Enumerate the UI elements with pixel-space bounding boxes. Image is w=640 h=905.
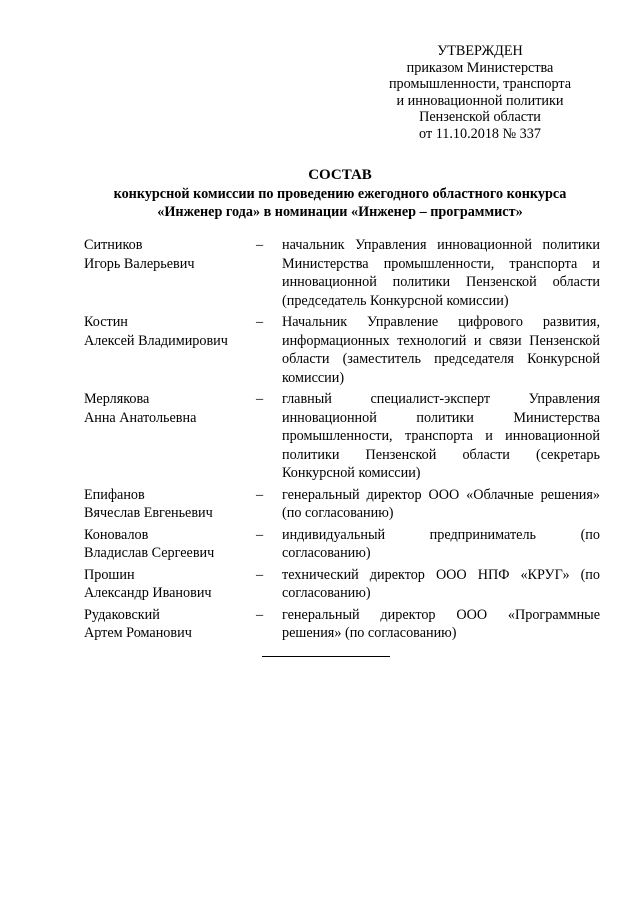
member-given-name: Владислав Сергеевич	[84, 545, 215, 561]
dash-separator: –	[256, 606, 264, 623]
member-surname: Ситников	[84, 237, 143, 253]
member-row	[84, 566, 600, 603]
approval-line: приказом Министерства	[406, 59, 554, 76]
member-list	[84, 236, 600, 646]
member-given-name: Алексей Владимирович	[84, 332, 228, 349]
member-surname: Костин	[84, 314, 128, 330]
approval-line: и инновационной политики	[396, 92, 564, 109]
dash-separator: –	[256, 391, 264, 407]
member-surname: Мерлякова	[84, 391, 150, 407]
member-role: главный специалист-эксперт Управления инновационной политики Министерства промышленности, транспорта и инновационной политики Пензенской области (секретарь Конкурсной комиссии)	[282, 391, 600, 481]
dash-separator: –	[256, 526, 264, 543]
dash-separator: –	[256, 566, 264, 583]
member-name	[84, 566, 256, 603]
member-name	[84, 390, 256, 483]
dash-separator: –	[256, 486, 264, 503]
member-given-name: Вячеслав Евгеньевич	[84, 505, 213, 521]
document-title	[70, 166, 610, 221]
member-surname: Рудаковский	[84, 606, 160, 623]
approval-line: промышленности, транспорта	[388, 76, 572, 92]
approval-stamp	[360, 43, 600, 142]
member-given-name: Анна Анатольевна	[84, 409, 197, 426]
member-role: Начальник Управление цифрового развития, информационных технологий и связи Пензенской области (заместитель председателя Конкурсной комиссии)	[282, 314, 600, 386]
member-surname: Прошин	[84, 566, 135, 583]
member-name	[84, 236, 256, 310]
member-given-name: Александр Иванович	[84, 585, 212, 601]
approval-heading: УТВЕРЖДЕН	[437, 43, 523, 59]
member-role: индивидуальный предприниматель (по согласованию)	[282, 526, 600, 561]
member-row	[84, 236, 600, 310]
closing-divider	[262, 656, 390, 657]
member-row	[84, 606, 600, 643]
member-name	[84, 486, 256, 523]
member-given-name: Артем Романович	[84, 625, 192, 641]
title-line: «Инженер года» в номинации «Инженер – программист»	[157, 204, 523, 220]
member-row	[84, 526, 600, 563]
member-surname: Епифанов	[84, 486, 145, 503]
member-role: технический директор ООО НПФ «КРУГ» (по согласованию)	[282, 566, 600, 601]
member-name	[84, 313, 256, 387]
member-role: генеральный директор ООО «Программные решения» (по согласованию)	[282, 606, 600, 641]
member-surname: Коновалов	[84, 526, 149, 543]
title-line: конкурсной комиссии по проведению ежегодного областного конкурса	[113, 186, 567, 202]
title-main: СОСТАВ	[308, 167, 372, 183]
member-row	[84, 390, 600, 483]
member-name	[84, 606, 256, 643]
member-row	[84, 486, 600, 523]
approval-line: Пензенской области	[419, 109, 541, 125]
member-given-name: Игорь Валерьевич	[84, 255, 195, 272]
approval-date: от 11.10.2018 № 337	[419, 125, 541, 142]
member-row	[84, 313, 600, 387]
member-role: генеральный директор ООО «Облачные решения» (по согласованию)	[282, 486, 600, 521]
member-role: начальник Управления инновационной политики Министерства промышленности, транспорта и инновационной политики Пензенской области (председатель Конкурсной комиссии)	[282, 237, 600, 309]
dash-separator: –	[256, 314, 264, 330]
dash-separator: –	[256, 237, 264, 253]
member-name	[84, 526, 256, 563]
